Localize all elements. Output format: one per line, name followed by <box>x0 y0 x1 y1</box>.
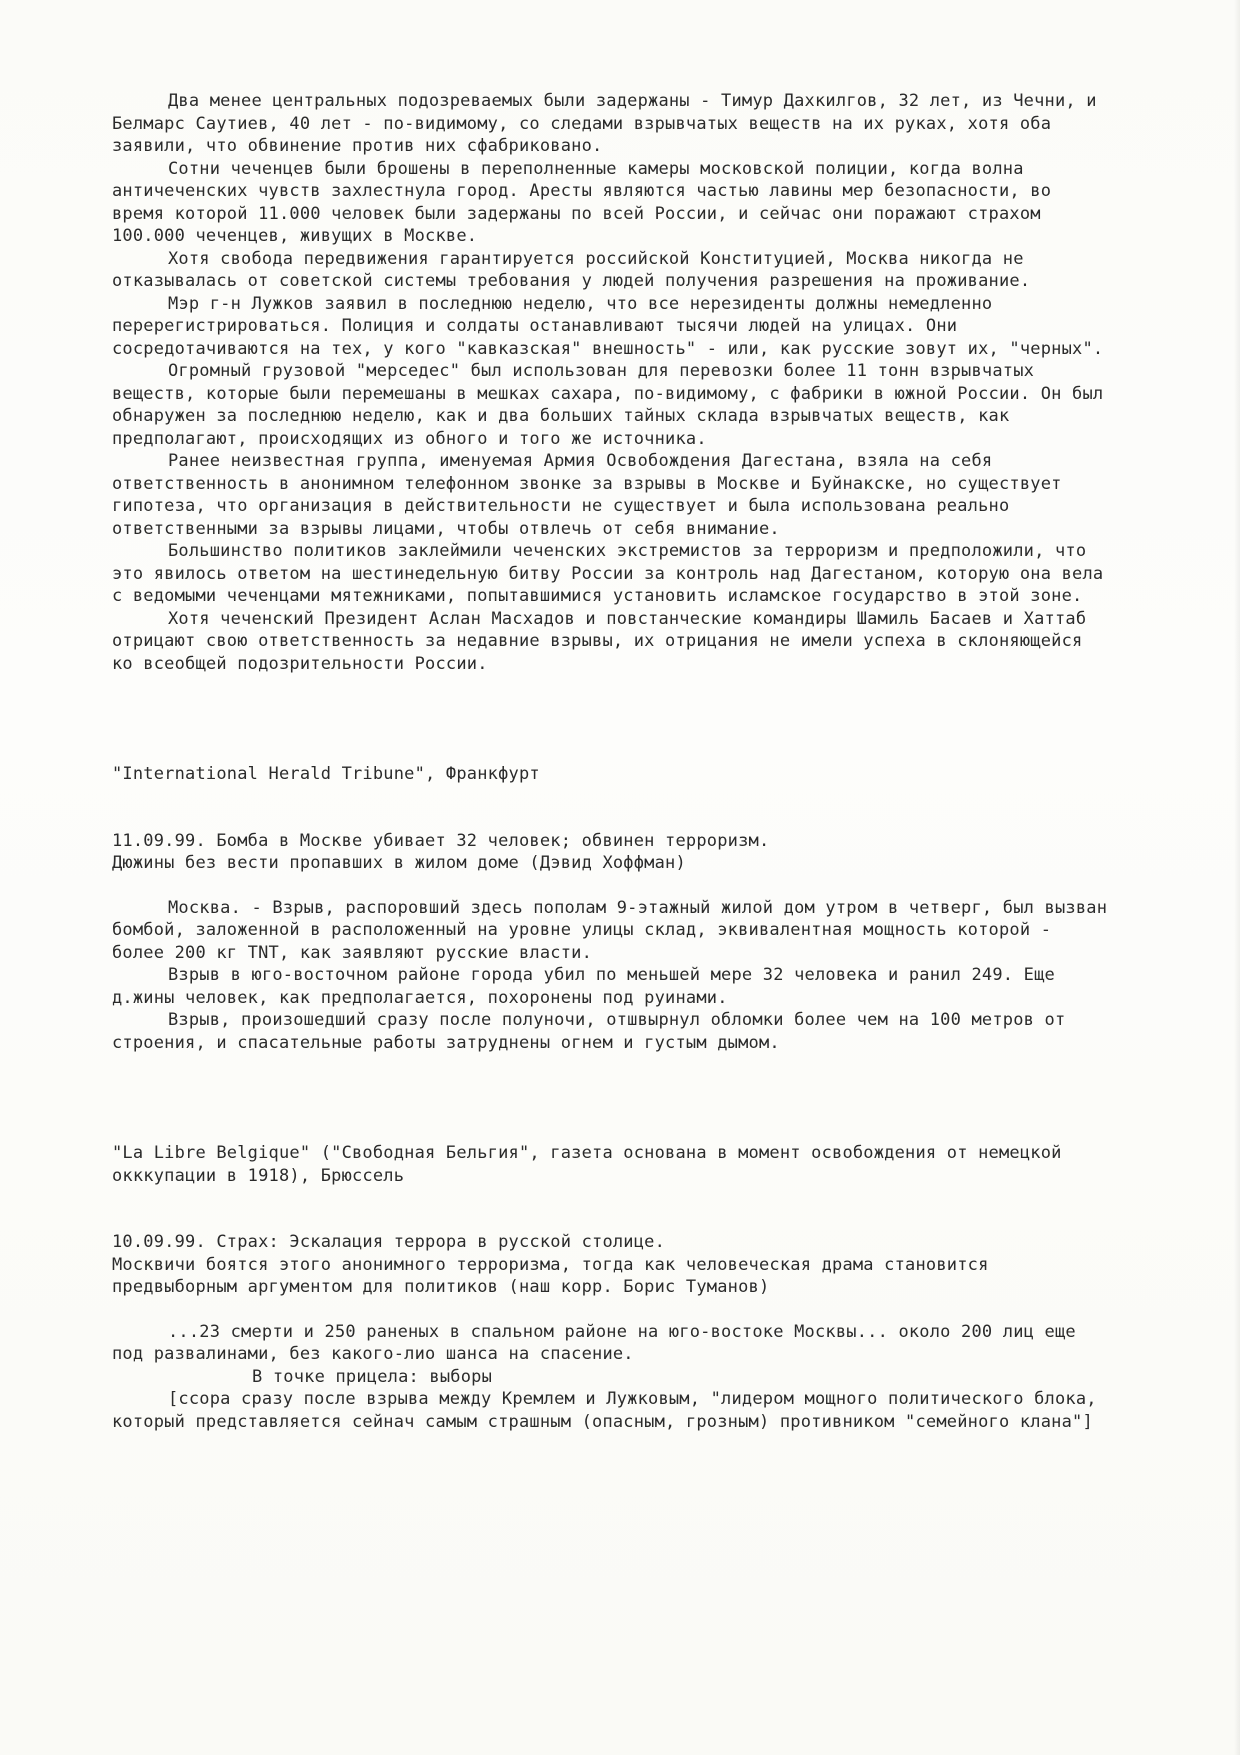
paragraph: Мэр г-н Лужков заявил в последнюю неделю, что все нерезиденты должны немедленно перерегистрироваться. Полиция и солдаты останавливают тысячи людей на улицах. Они сосредотачиваются на тех, у кого "кавказская" внешность" - или, как русские зовут их, "черных". <box>112 293 1104 359</box>
spacer <box>112 1187 1112 1231</box>
article-subhead: Москвичи боятся этого анонимного терроризма, тогда как человеческая драма становится предвыборным аргументом для политиков (наш корр. Борис Туманов) <box>112 1254 999 1297</box>
paragraph: Взрыв в юго-восточном районе города убил по меньшей мере 32 человека и ранил 249. Еще д.жины человек, как предполагается, похоронены под руинами. <box>112 965 1066 1008</box>
paragraph: Огромный грузовой "мерседес" был использован для перевозки более 11 тонн взрывчатых веществ, которые были перемешаны в мешках сахара, по-видимому, с фабрики в южной России. Он был обнаружен за последнюю неделю, как и два больших тайных склада взрывчатых веществ, как предполагают, происходящих из обного и того же источника. <box>112 361 1114 449</box>
paragraph: Два менее центральных подозреваемых были задержаны - Тимур Дахкилгов, 32 лет, из Чечни, и Белмарс Саутиев, 40 лет - по-видимому, со следами взрывчатых веществ на их руках, хотя оба заявили, что обвинение против них сфабриковано. <box>112 91 1108 156</box>
article-headline: 10.09.99. Страх: Эскалация террора в русской столице. <box>112 1232 666 1252</box>
paragraph: Сотни чеченцев были брошены в переполненные камеры московской полиции, когда волна античеченских чувств захлестнула город. Аресты являются частью лавины мер безопасности, во время которой 11.000 человек были задержаны по всей России, и сейчас они поражают страхом 100.000 чеченцев, живущих в Москве. <box>112 158 1062 246</box>
paragraph: Большинство политиков заклеймили чеченских экстремистов за терроризм и предположили, что это явилось ответом на шестинедельную битву России за контроль над Дагестаном, которую она вела с ведомыми чеченцами мятежниками, попытавшимися установить исламское государство в этой зоне. <box>112 541 1114 606</box>
spacer <box>112 1054 1112 1142</box>
bracketed-note: [ссора сразу после взрыва между Кремлем и Лужковым, "лидером мощного политического блока, который представляется сейнач самым страшным (опасным, грозным) противником "семейного клана"] <box>112 1389 1108 1432</box>
spacer <box>112 675 1112 763</box>
section-subheading: В точке прицела: выборы <box>252 1366 493 1387</box>
paragraph: Москва. - Взрыв, распоровший здесь пополам 9-этажный жилой дом утром в четверг, был вызван бомбой, заложенной в расположенный на уровне улицы склад, эквивалентная мощность которой - более 200 кг TNT, как заявляют русские власти. <box>112 897 1118 963</box>
paragraph: ...23 смерти и 250 раненых в спальном районе на юго-востоке Москвы... около 200 лиц еще под развалинами, без какого-лио шанса на спасение. <box>112 1321 1087 1364</box>
spacer <box>112 875 1112 897</box>
spacer <box>112 1299 1112 1321</box>
paragraph: Хотя свобода передвижения гарантируется российской Конституцией, Москва никогда не отказывалась от советской системы требования у людей получения разрешения на проживание. <box>112 248 1035 291</box>
article-headline: 11.09.99. Бомба в Москве убивает 32 человек; обвинен терроризм. <box>112 830 770 851</box>
paragraph: Хотя чеченский Президент Аслан Масхадов и повстанческие командиры Шамиль Басаев и Хаттаб отрицают свою ответственность за недавние взрывы, их отрицания не имели успеха в склоняющейся ко всеобщей подозрительности России. <box>112 608 1097 674</box>
document-body <box>112 90 1118 1433</box>
paragraph: Ранее неизвестная группа, именуемая Армия Освобождения Дагестана, взяла на себя ответственность в анонимном телефонном звонке за взрывы в Москве и Буйнакске, но существует гипотеза, что организация в действительности не существует и была использована реально ответственными за взрывы лицами, чтобы отвлечь от себя внимание. <box>112 451 1073 539</box>
paragraph: Взрыв, произошедший сразу после полуночи, отшвырнул обломки более чем на 100 метров от строения, и спасательные работы затруднены огнем и густым дымом. <box>112 1010 1076 1053</box>
article-subhead: Дюжины без вести пропавших в жилом доме (Дэвид Хоффман) <box>112 853 686 873</box>
scan-edge <box>1234 0 1240 1755</box>
spacer <box>112 786 1112 830</box>
source-title: "La Libre Belgique" ("Свободная Бельгия", газета основана в момент освобождения от немецкой окккупации в 1918), Брюссель <box>112 1143 1073 1186</box>
source-title: "International Herald Tribune", Франкфурт <box>112 764 540 784</box>
